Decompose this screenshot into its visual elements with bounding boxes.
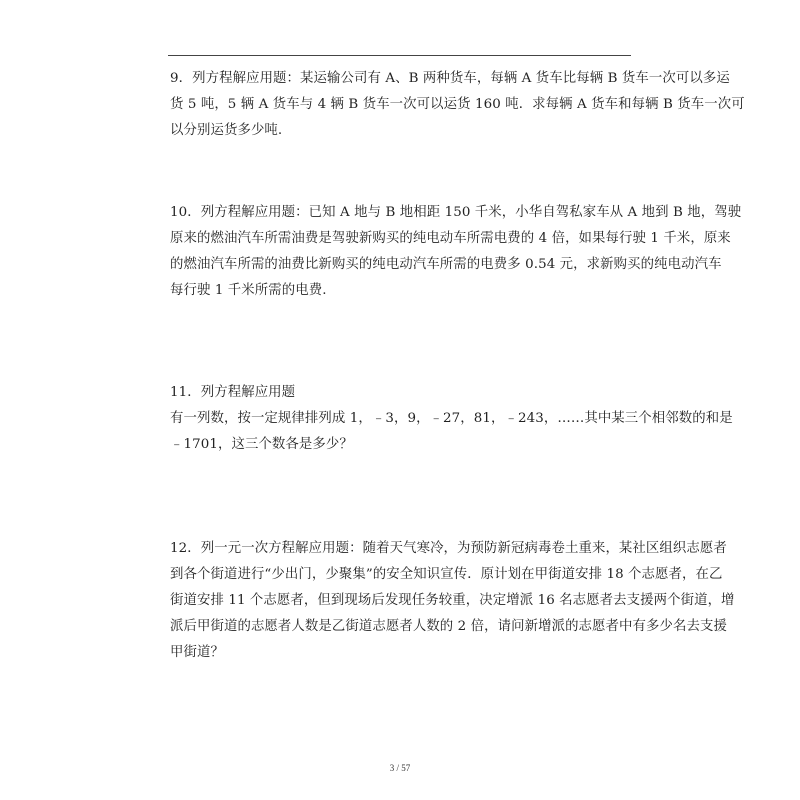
question-11 bbox=[170, 380, 733, 458]
question-11-line-1: 11．列方程解应用题 bbox=[170, 385, 296, 400]
question-9-line-3: 以分别运货多少吨. bbox=[170, 123, 283, 138]
question-9 bbox=[170, 66, 745, 144]
question-10 bbox=[170, 200, 742, 304]
question-9-line-1: 9．列方程解应用题：某运输公司有 A、B 两种货车，每辆 A 货车比每辆 B 货车一次可以多运 bbox=[170, 71, 730, 86]
question-11-line-3: ﹣1701，这三个数各是多少？ bbox=[170, 437, 353, 452]
question-12-line-5: 甲街道？ bbox=[170, 645, 224, 660]
header-divider bbox=[168, 55, 631, 56]
question-11-line-2: 有一列数，按一定规律排列成 1，﹣3，9，﹣27，81，﹣243，……其中某三个相邻数的和是 bbox=[170, 411, 733, 426]
question-10-line-1: 10．列方程解应用题：已知 A 地与 B 地相距 150 千米，小华自驾私家车从 A 地到 B 地，驾驶 bbox=[170, 205, 742, 220]
question-9-line-2: 货 5 吨，5 辆 A 货车与 4 辆 B 货车一次可以运货 160 吨．求每辆 A 货车和每辆 B 货车一次可 bbox=[170, 97, 745, 112]
question-10-line-4: 每行驶 1 千米所需的电费. bbox=[170, 283, 327, 298]
question-12-line-4: 派后甲街道的志愿者人数是乙街道志愿者人数的 2 倍，请问新增派的志愿者中有多少名去支援 bbox=[170, 619, 727, 634]
question-10-line-3: 的燃油汽车所需的油费比新购买的纯电动汽车所需的电费多 0.54 元，求新购买的纯电动汽车 bbox=[170, 257, 722, 272]
question-10-line-2: 原来的燃油汽车所需油费是驾驶新购买的纯电动车所需电费的 4 倍，如果每行驶 1 千米，原来 bbox=[170, 231, 731, 246]
question-12 bbox=[170, 536, 735, 666]
page-number: 3 / 57 bbox=[389, 763, 411, 773]
question-12-line-2: 到各个街道进行“少出门，少聚集”的安全知识宣传．原计划在甲街道安排 18 个志愿者，在乙 bbox=[170, 567, 723, 582]
question-12-line-3: 街道安排 11 个志愿者，但到现场后发现任务较重，决定增派 16 名志愿者去支援两个街道，增 bbox=[170, 593, 735, 608]
question-12-line-1: 12．列一元一次方程解应用题：随着天气寒冷，为预防新冠病毒卷土重来，某社区组织志愿者 bbox=[170, 541, 727, 556]
